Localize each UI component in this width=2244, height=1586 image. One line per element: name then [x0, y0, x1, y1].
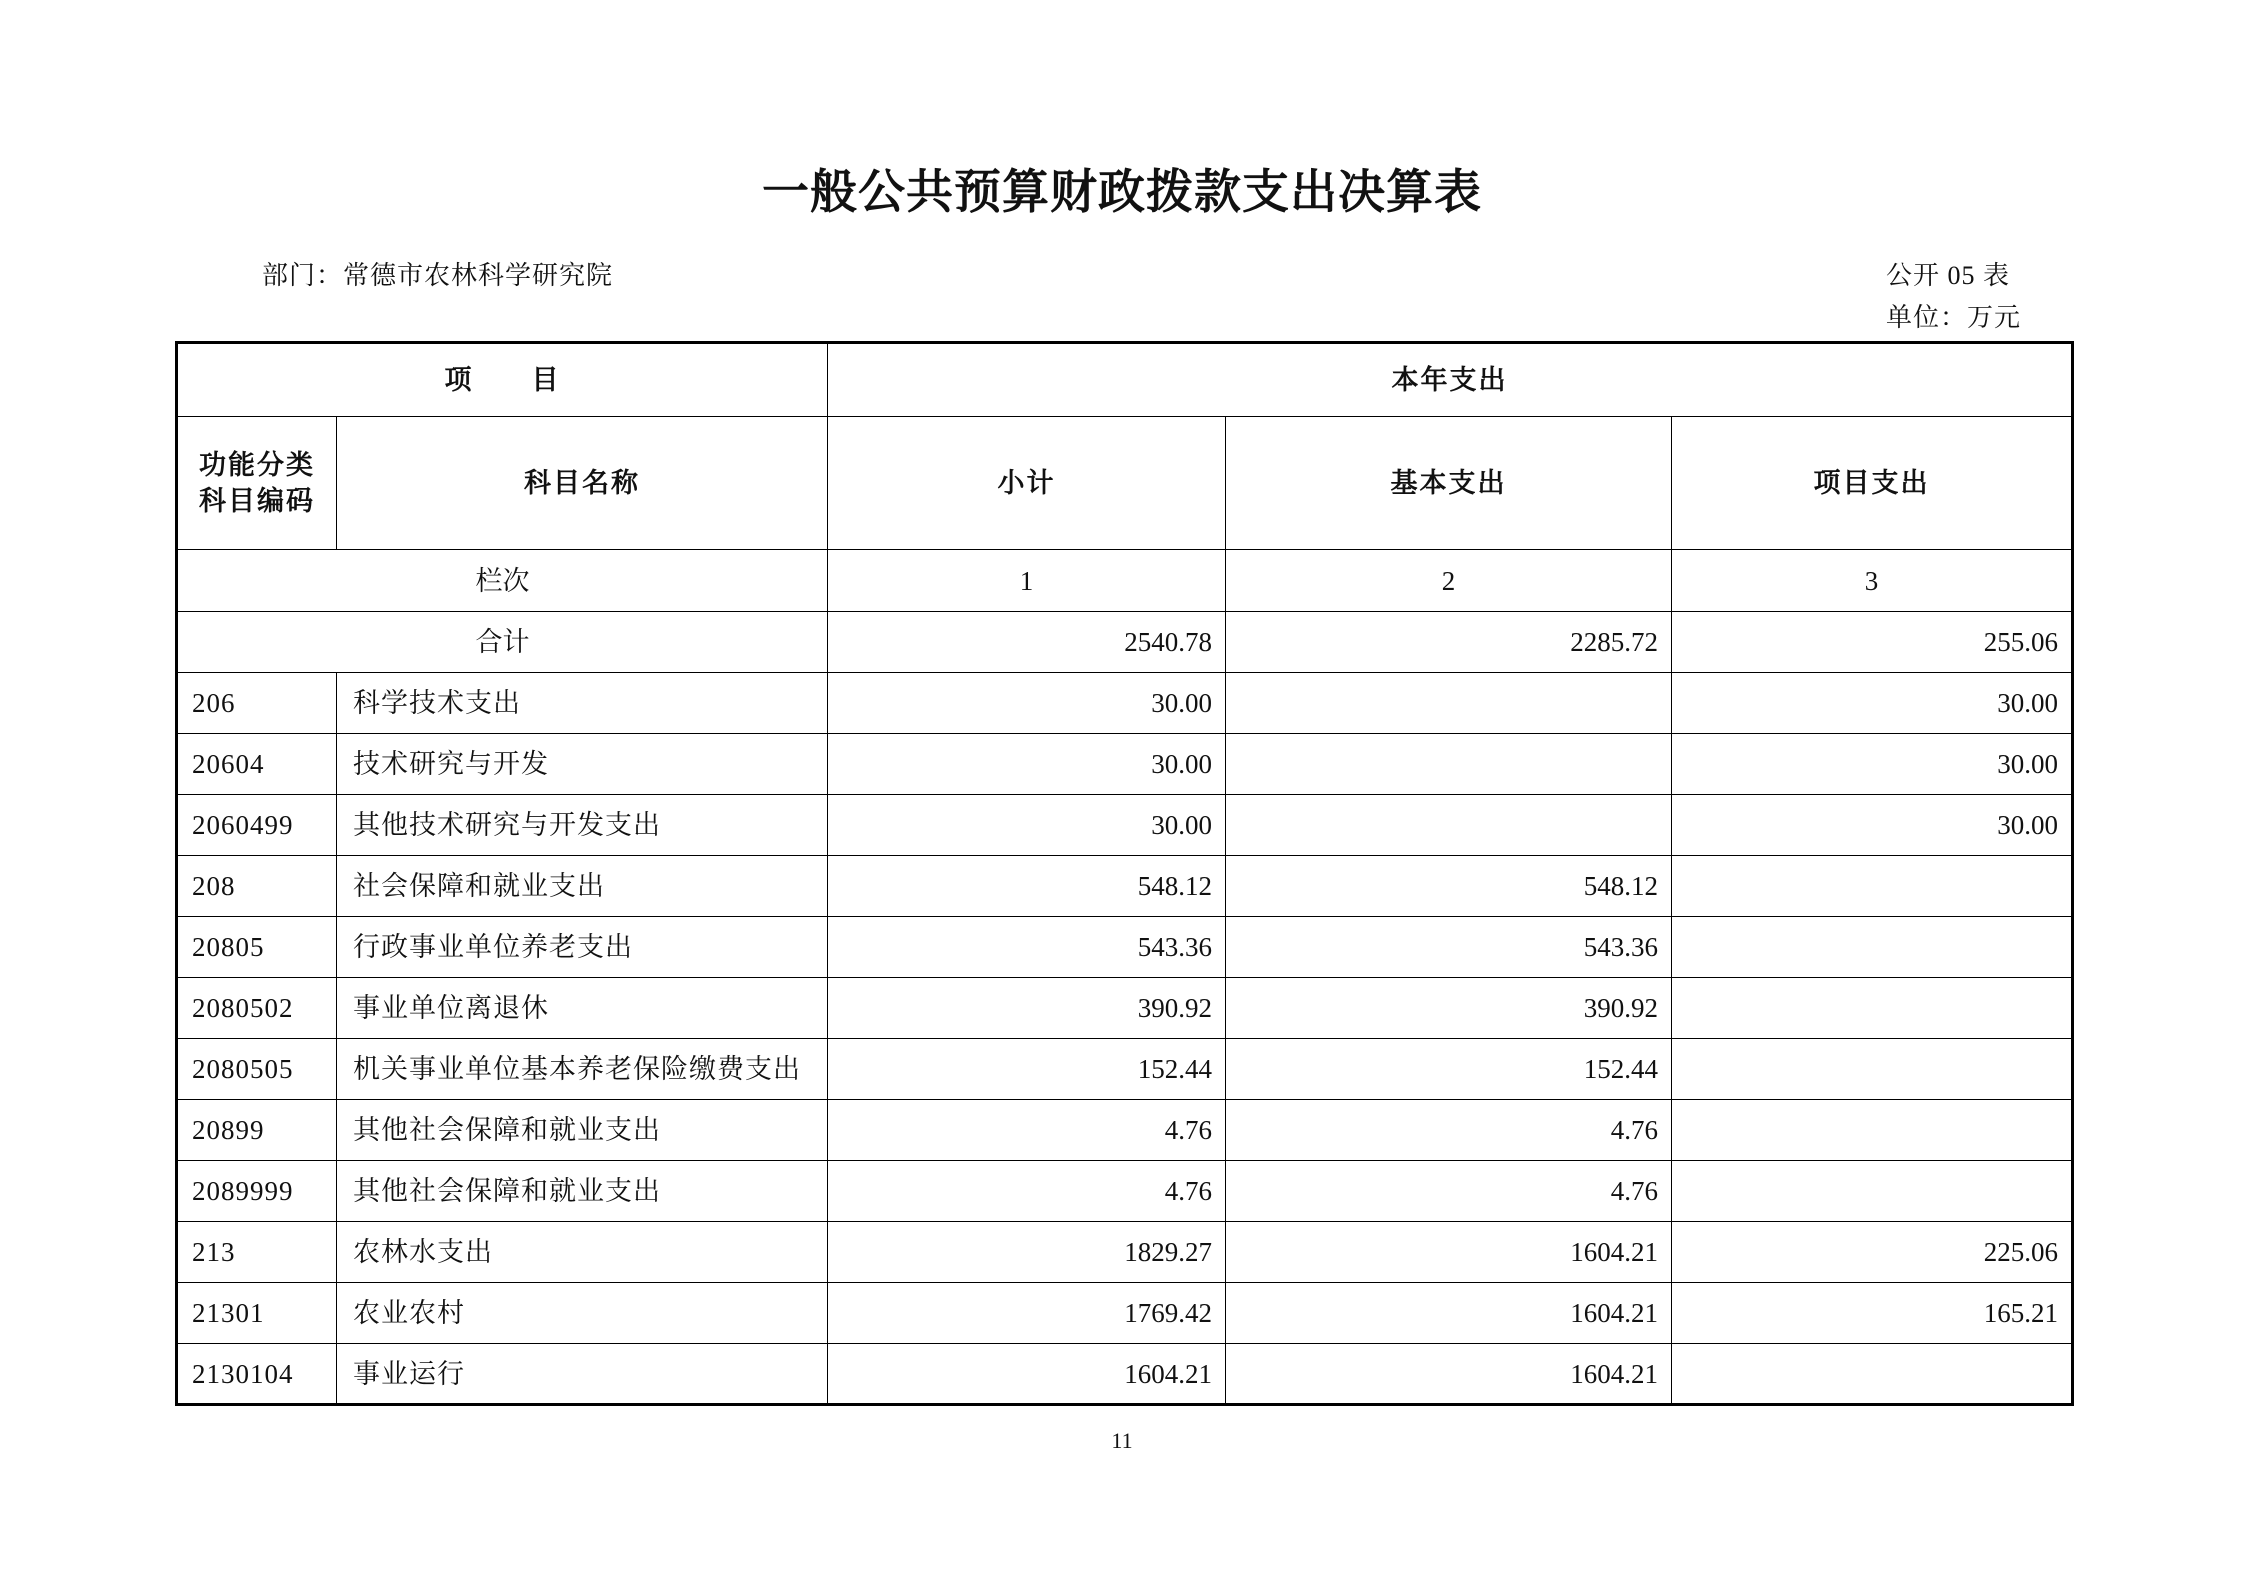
cell-name: 农业农村: [337, 1283, 828, 1344]
cell-project: [1672, 856, 2073, 917]
header-row-2: [177, 417, 2073, 550]
header-row-1: [177, 343, 2073, 417]
page-number: 11: [1111, 1428, 1133, 1453]
cell-project: 30.00: [1672, 673, 2073, 734]
cell-basic: 390.92: [1226, 978, 1672, 1039]
cell-code: 20805: [177, 917, 337, 978]
cell-basic: 548.12: [1226, 856, 1672, 917]
cell-name: 机关事业单位基本养老保险缴费支出: [337, 1039, 828, 1100]
column-number-3: 3: [1672, 550, 2073, 612]
cell-name: 其他社会保障和就业支出: [337, 1161, 828, 1222]
header-subject-name: 科目名称: [337, 417, 828, 550]
cell-project: 225.06: [1672, 1222, 2073, 1283]
total-project: 255.06: [1672, 612, 2073, 673]
cell-subtotal: 1769.42: [828, 1283, 1226, 1344]
cell-subtotal: 30.00: [828, 795, 1226, 856]
cell-name: 其他社会保障和就业支出: [337, 1100, 828, 1161]
table-row: [177, 856, 2073, 917]
cell-project: [1672, 917, 2073, 978]
cell-code: 213: [177, 1222, 337, 1283]
column-number-1: 1: [828, 550, 1226, 612]
expenditure-table: [175, 341, 2074, 1406]
cell-subtotal: 543.36: [828, 917, 1226, 978]
table-row: [177, 673, 2073, 734]
cell-basic: 1604.21: [1226, 1283, 1672, 1344]
total-label: 合计: [177, 612, 828, 673]
cell-code: 2089999: [177, 1161, 337, 1222]
table-row: [177, 1039, 2073, 1100]
cell-basic: 1604.21: [1226, 1222, 1672, 1283]
header-project: 项目支出: [1672, 417, 2073, 550]
header-item: 项 目: [177, 343, 828, 417]
header-subtotal: 小计: [828, 417, 1226, 550]
cell-name: 事业单位离退休: [337, 978, 828, 1039]
table-row: [177, 1161, 2073, 1222]
cell-project: 30.00: [1672, 795, 2073, 856]
cell-name: 行政事业单位养老支出: [337, 917, 828, 978]
page-title: 一般公共预算财政拨款支出决算表: [762, 167, 1482, 219]
header-current-year: 本年支出: [828, 343, 2073, 417]
cell-basic: 4.76: [1226, 1161, 1672, 1222]
cell-basic: 543.36: [1226, 917, 1672, 978]
cell-code: 21301: [177, 1283, 337, 1344]
cell-code: 20899: [177, 1100, 337, 1161]
column-number-label: 栏次: [177, 550, 828, 612]
cell-name: 科学技术支出: [337, 673, 828, 734]
cell-code: 2060499: [177, 795, 337, 856]
cell-subtotal: 30.00: [828, 673, 1226, 734]
cell-subtotal: 548.12: [828, 856, 1226, 917]
cell-name: 技术研究与开发: [337, 734, 828, 795]
cell-code: 2130104: [177, 1344, 337, 1405]
cell-basic: [1226, 673, 1672, 734]
cell-project: [1672, 1161, 2073, 1222]
cell-name: 农林水支出: [337, 1222, 828, 1283]
table-row: [177, 1100, 2073, 1161]
table-number: 公开 05 表: [1886, 261, 2011, 290]
total-row: [177, 612, 2073, 673]
cell-subtotal: 1604.21: [828, 1344, 1226, 1405]
cell-name: 事业运行: [337, 1344, 828, 1405]
cell-project: [1672, 978, 2073, 1039]
department-label: 部门：常德市农林科学研究院: [262, 261, 614, 290]
column-number-row: [177, 550, 2073, 612]
header-basic: 基本支出: [1226, 417, 1672, 550]
table-row: [177, 917, 2073, 978]
cell-basic: 4.76: [1226, 1100, 1672, 1161]
unit-label: 单位：万元: [1886, 303, 2022, 332]
cell-code: 208: [177, 856, 337, 917]
cell-basic: [1226, 795, 1672, 856]
cell-subtotal: 390.92: [828, 978, 1226, 1039]
cell-subtotal: 30.00: [828, 734, 1226, 795]
table-row: [177, 1222, 2073, 1283]
header-code: [177, 417, 337, 550]
cell-subtotal: 1829.27: [828, 1222, 1226, 1283]
cell-name: 社会保障和就业支出: [337, 856, 828, 917]
cell-project: [1672, 1039, 2073, 1100]
cell-basic: [1226, 734, 1672, 795]
table-row: [177, 795, 2073, 856]
header-code-line1: 功能分类: [199, 450, 315, 480]
cell-basic: 1604.21: [1226, 1344, 1672, 1405]
cell-project: [1672, 1344, 2073, 1405]
cell-code: 206: [177, 673, 337, 734]
table-row: [177, 1283, 2073, 1344]
cell-subtotal: 4.76: [828, 1100, 1226, 1161]
cell-subtotal: 4.76: [828, 1161, 1226, 1222]
header-code-line2: 科目编码: [199, 486, 315, 516]
cell-subtotal: 152.44: [828, 1039, 1226, 1100]
table-row: [177, 978, 2073, 1039]
total-basic: 2285.72: [1226, 612, 1672, 673]
cell-project: 165.21: [1672, 1283, 2073, 1344]
cell-name: 其他技术研究与开发支出: [337, 795, 828, 856]
total-subtotal: 2540.78: [828, 612, 1226, 673]
cell-code: 2080502: [177, 978, 337, 1039]
table-row: [177, 1344, 2073, 1405]
cell-code: 2080505: [177, 1039, 337, 1100]
cell-basic: 152.44: [1226, 1039, 1672, 1100]
cell-project: 30.00: [1672, 734, 2073, 795]
column-number-2: 2: [1226, 550, 1672, 612]
cell-code: 20604: [177, 734, 337, 795]
cell-project: [1672, 1100, 2073, 1161]
table-row: [177, 734, 2073, 795]
